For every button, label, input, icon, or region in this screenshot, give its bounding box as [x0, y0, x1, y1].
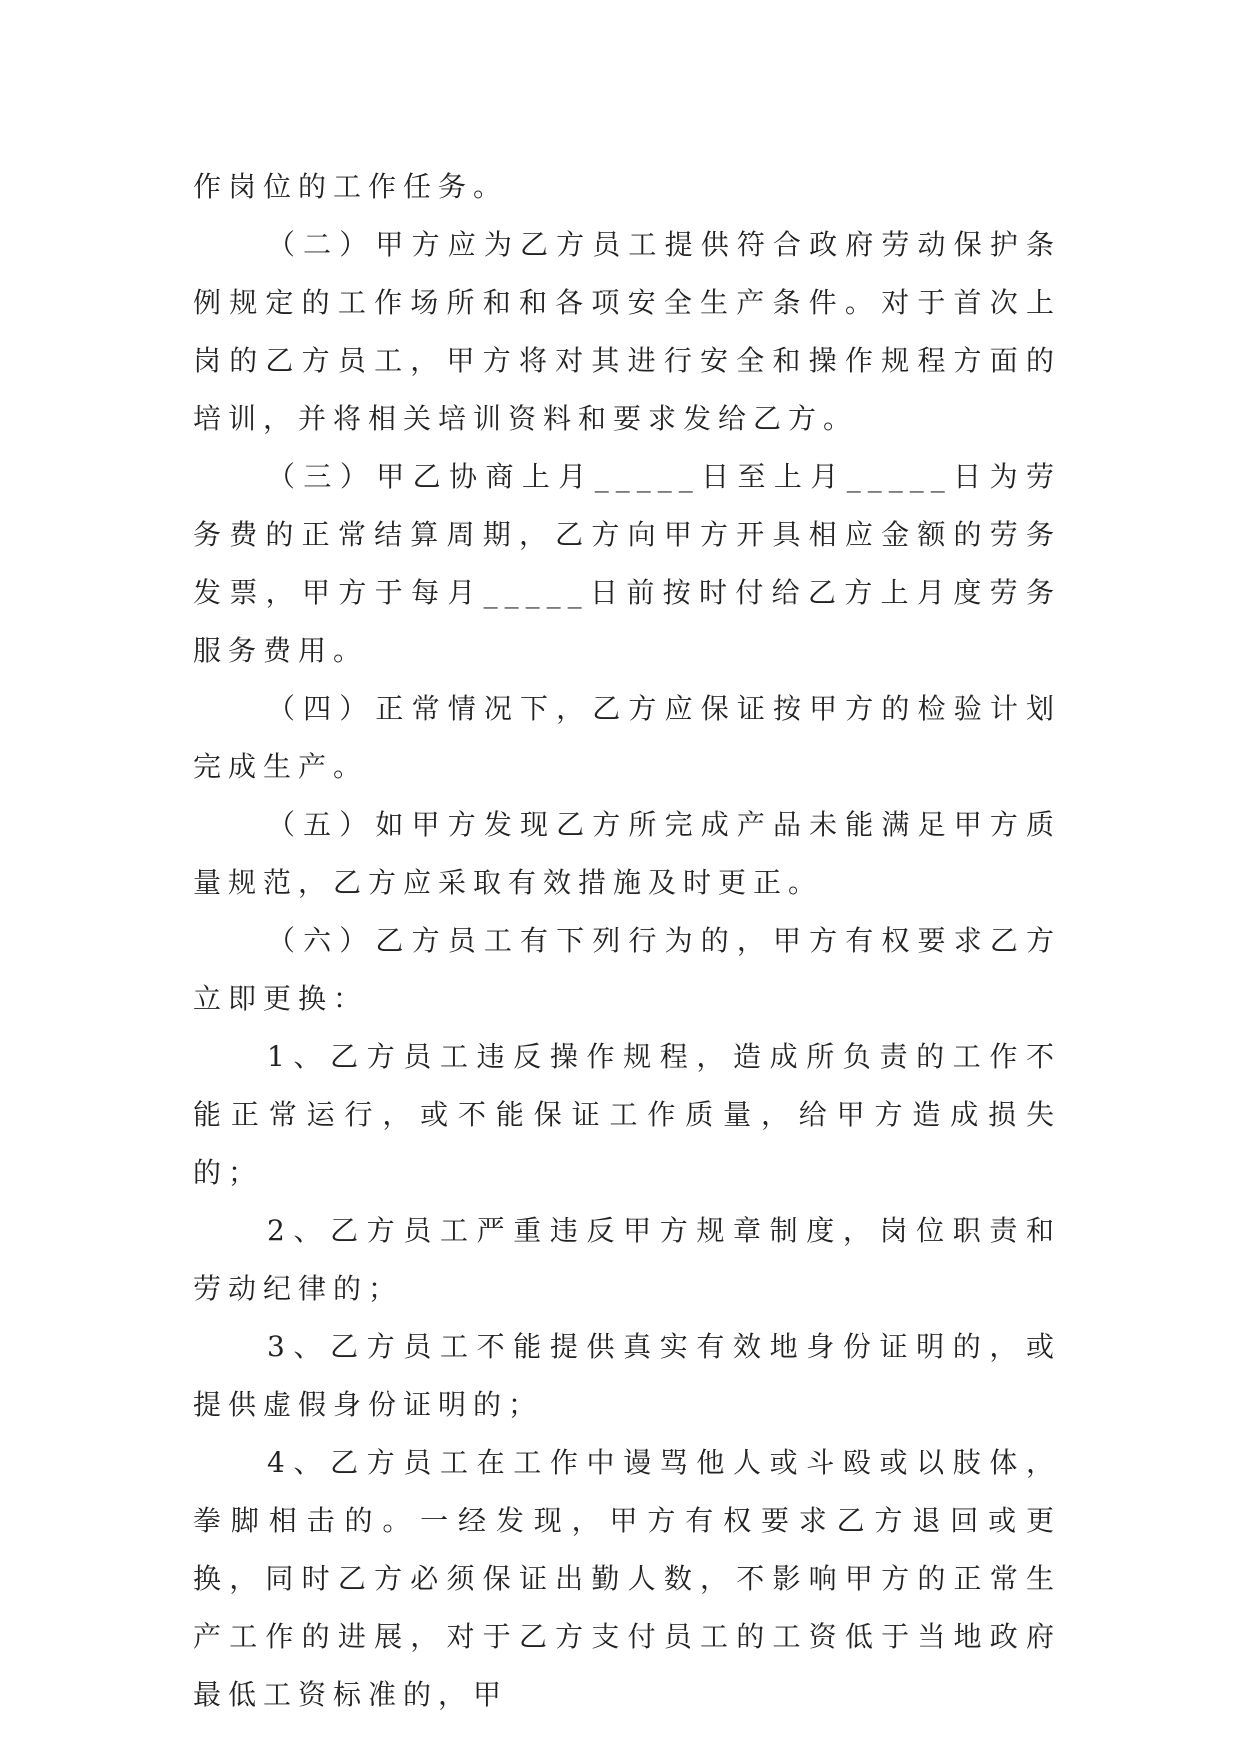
list-item-2: 2、乙方员工严重违反甲方规章制度，岗位职责和劳动纪律的； — [193, 1214, 1061, 1305]
list-item-3: 3、乙方员工不能提供真实有效地身份证明的，或提供虚假身份证明的； — [193, 1330, 1061, 1421]
document-body — [193, 158, 1061, 1724]
paragraph-continuation: 作岗位的工作任务。 — [193, 170, 509, 203]
paragraph-clause-4: （四）正常情况下，乙方应保证按甲方的检验计划完成生产。 — [193, 692, 1061, 783]
list-item-1: 1、乙方员工违反操作规程，造成所负责的工作不能正常运行，或不能保证工作质量，给甲方造成损失的； — [193, 1040, 1061, 1189]
paragraph-clause-5: （五）如甲方发现乙方所完成产品未能满足甲方质量规范，乙方应采取有效措施及时更正。 — [193, 808, 1061, 899]
paragraph-clause-6: （六）乙方员工有下列行为的，甲方有权要求乙方立即更换： — [193, 924, 1061, 1015]
list-item-4: 4、乙方员工在工作中谩骂他人或斗殴或以肢体，拳脚相击的。一经发现，甲方有权要求乙方退回或更换，同时乙方必须保证出勤人数，不影响甲方的正常生产工作的进展，对于乙方支付员工的工资低于当地政府最低工资标准的，甲 — [193, 1446, 1061, 1711]
paragraph-clause-3: （三）甲乙协商上月_____日至上月_____日为劳务费的正常结算周期，乙方向甲方开具相应金额的劳务发票，甲方于每月_____日前按时付给乙方上月度劳务服务费用。 — [193, 460, 1061, 667]
paragraph-clause-2: （二）甲方应为乙方员工提供符合政府劳动保护条例规定的工作场所和和各项安全生产条件。对于首次上岗的乙方员工，甲方将对其进行安全和操作规程方面的培训，并将相关培训资料和要求发给乙方。 — [193, 228, 1061, 435]
